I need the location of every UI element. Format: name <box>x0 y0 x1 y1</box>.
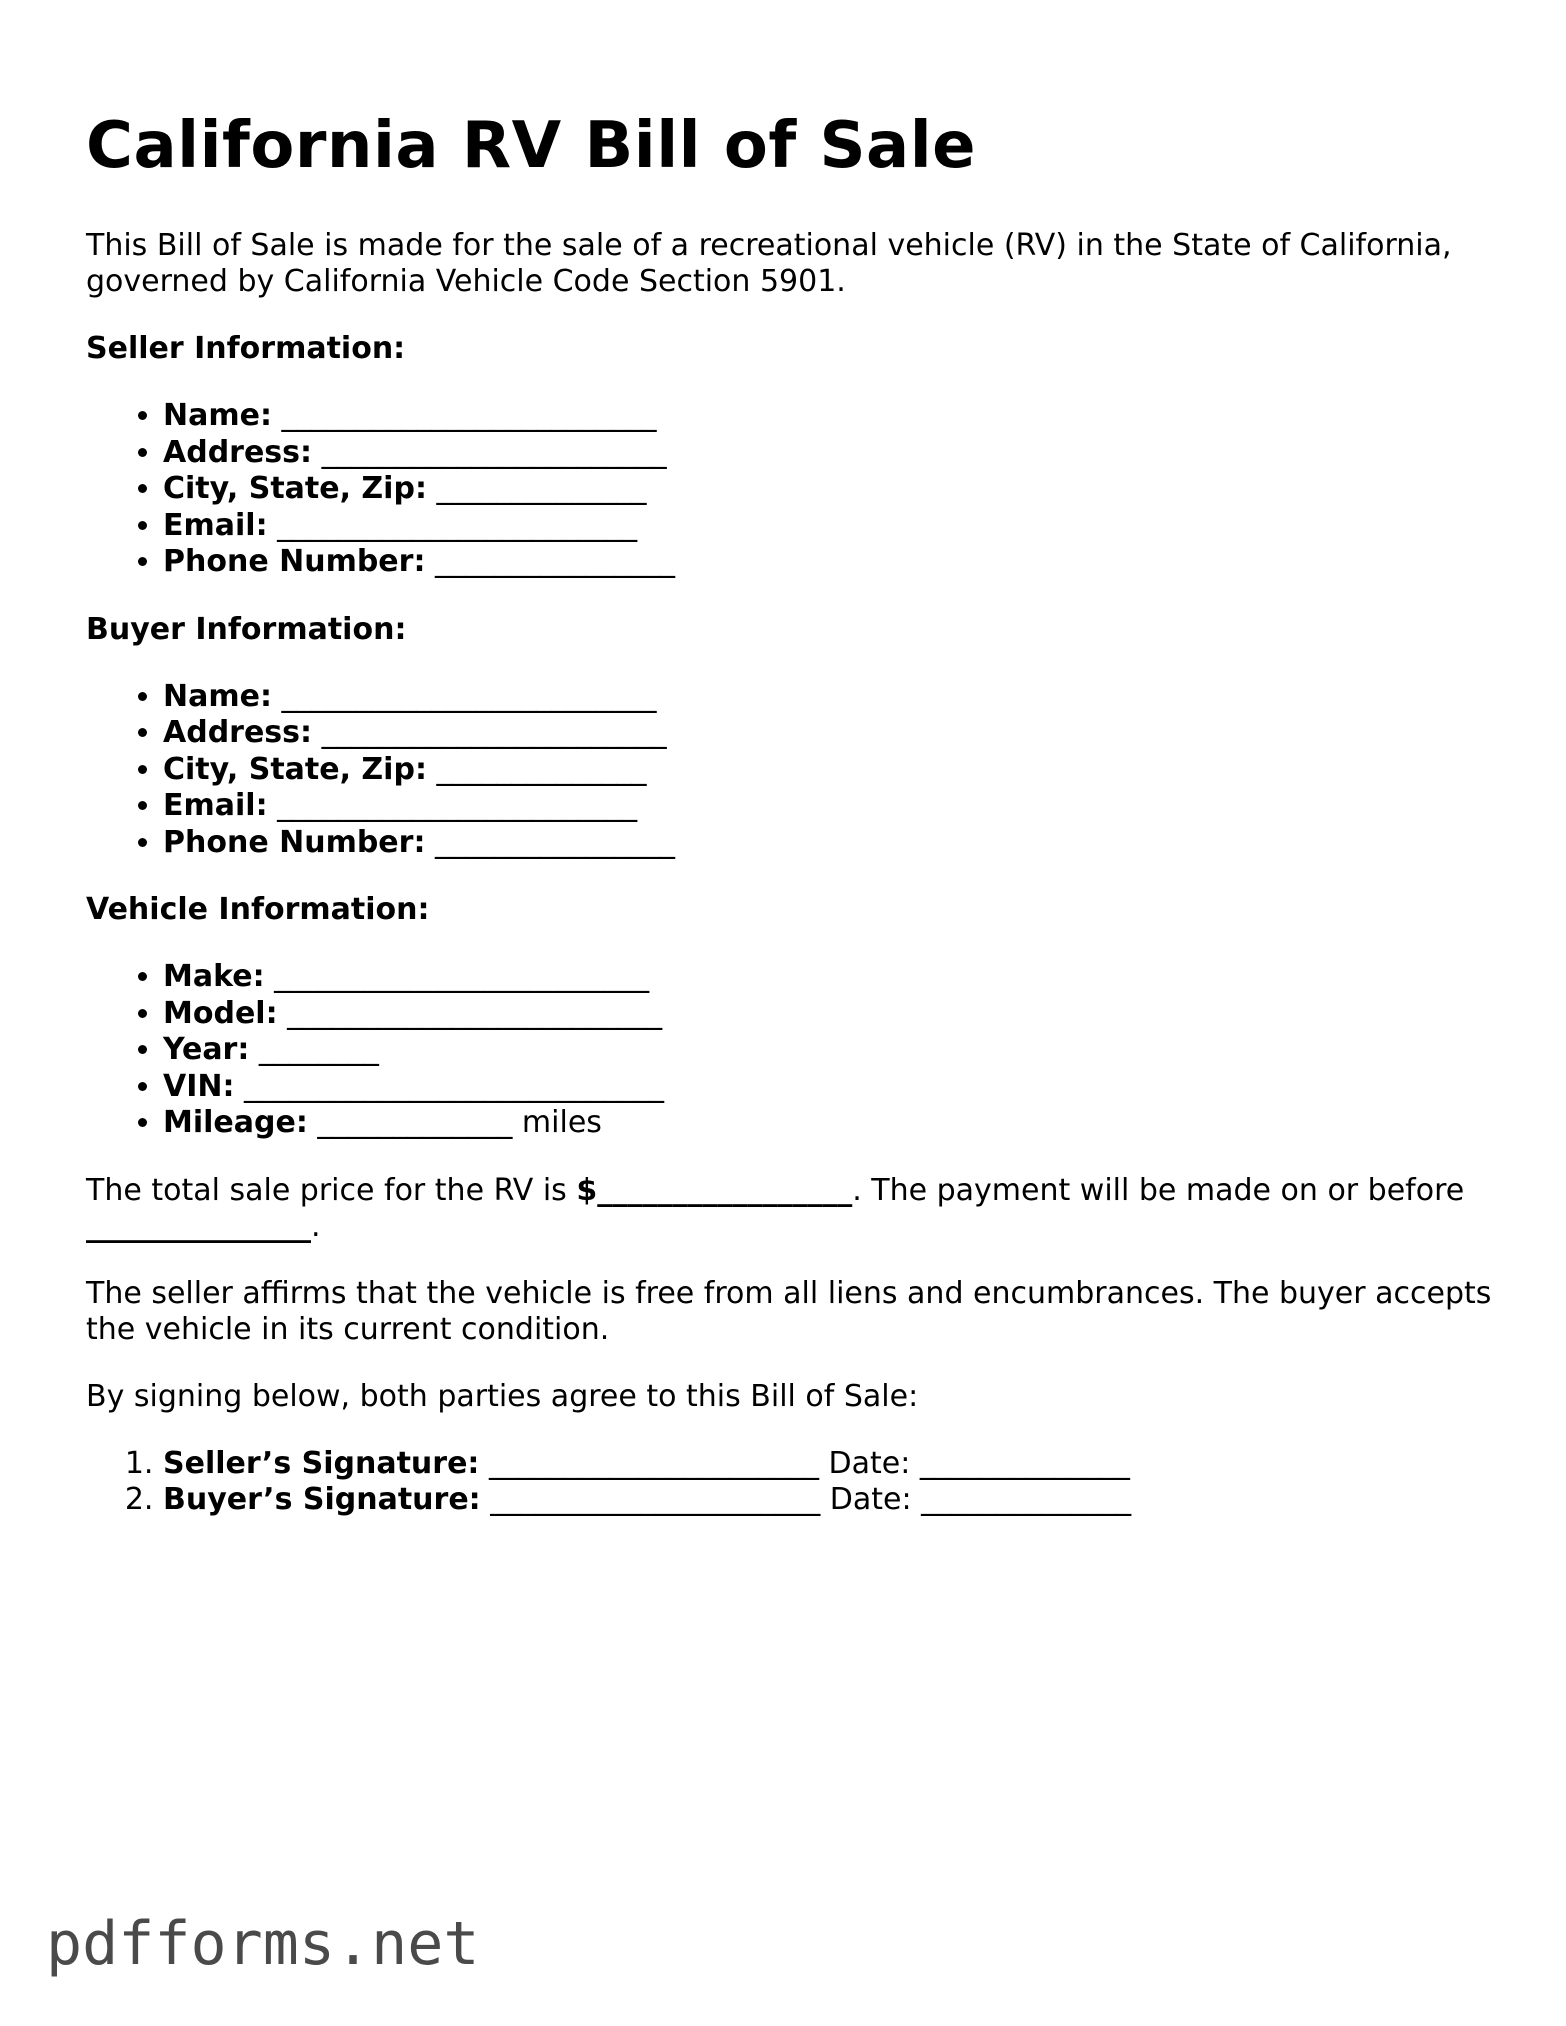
document-page <box>86 0 1506 1519</box>
vehicle-model-blank[interactable]: _________________________ <box>287 995 663 1031</box>
price-text-start: The total sale price for the RV is <box>86 1172 577 1208</box>
seller-name-blank[interactable]: _________________________ <box>281 398 657 433</box>
buyer-phone-blank[interactable]: ________________ <box>435 824 675 860</box>
field-label: City, State, Zip: <box>163 471 427 506</box>
seller-address-item <box>163 435 1506 472</box>
seller-phone-blank[interactable]: ________________ <box>435 544 675 579</box>
seller-address-blank[interactable]: _______________________ <box>321 434 667 470</box>
price-paragraph <box>86 1173 1506 1245</box>
vehicle-model-item <box>163 996 1506 1033</box>
field-label: Name: <box>163 678 272 714</box>
field-label: Email: <box>163 507 268 543</box>
payment-date-blank[interactable]: _______________ <box>86 1208 311 1244</box>
date-label: Date: <box>828 1445 911 1481</box>
buyer-address-item <box>163 715 1506 752</box>
seller-info-list <box>86 398 1506 581</box>
field-label: Mileage: <box>163 1105 308 1140</box>
buyer-info-list <box>86 679 1506 862</box>
field-label: Email: <box>163 788 268 823</box>
dollar-sign: $ <box>576 1172 598 1208</box>
price-text-end: . <box>311 1208 321 1244</box>
vehicle-section-heading: Vehicle Information: <box>86 892 430 927</box>
vehicle-vin-item <box>163 1069 1506 1106</box>
field-label: Phone Number: <box>163 824 426 860</box>
buyer-address-blank[interactable]: _______________________ <box>321 715 667 750</box>
page-title: California RV Bill of Sale <box>86 109 977 183</box>
field-label: Model: <box>163 995 278 1031</box>
signature-list <box>86 1446 1506 1519</box>
vehicle-info-list <box>86 959 1506 1142</box>
buyer-phone-item <box>163 825 1506 862</box>
intro-paragraph: This Bill of Sale is made for the sale of a recreational vehicle (RV) in the State of California, governed by California Vehicle Code Section 5901. <box>86 228 1452 299</box>
seller-section-heading: Seller Information: <box>86 331 406 366</box>
agreement-paragraph: By signing below, both parties agree to this Bill of Sale: <box>86 1378 919 1414</box>
buyer-signature-blank[interactable]: ______________________ <box>490 1482 821 1517</box>
field-label: Make: <box>163 959 265 994</box>
field-label: Name: <box>163 398 272 433</box>
vehicle-year-blank[interactable]: ________ <box>258 1032 379 1067</box>
field-label: Address: <box>163 715 313 750</box>
field-label: Year: <box>163 1032 250 1067</box>
buyer-city-blank[interactable]: ______________ <box>436 751 647 787</box>
buyer-city-item <box>163 752 1506 789</box>
vehicle-make-item <box>163 959 1506 996</box>
seller-email-blank[interactable]: ________________________ <box>277 507 638 543</box>
affirmation-paragraph: The seller affirms that the vehicle is free from all liens and encumbrances. The buyer accepts the vehicle in its current condition. <box>86 1275 1492 1347</box>
seller-signature-item <box>163 1446 1506 1483</box>
vehicle-mileage-blank[interactable]: _____________ <box>317 1105 513 1140</box>
buyer-name-item <box>163 679 1506 716</box>
buyer-signature-item <box>163 1482 1506 1519</box>
price-text-middle: . The payment will be made on or before <box>852 1172 1465 1208</box>
mileage-unit: miles <box>512 1105 602 1140</box>
field-label: Buyer’s Signature: <box>163 1482 481 1517</box>
vehicle-year-item <box>163 1032 1506 1069</box>
vehicle-vin-blank[interactable]: ____________________________ <box>244 1068 665 1104</box>
vehicle-make-blank[interactable]: _________________________ <box>274 959 650 994</box>
seller-city-blank[interactable]: ______________ <box>436 471 647 506</box>
buyer-email-item <box>163 788 1506 825</box>
buyer-section-heading: Buyer Information: <box>86 611 407 647</box>
buyer-email-blank[interactable]: ________________________ <box>277 788 638 823</box>
buyer-name-blank[interactable]: _________________________ <box>281 678 657 714</box>
field-label: Phone Number: <box>163 544 426 579</box>
seller-name-item <box>163 398 1506 435</box>
seller-phone-item <box>163 544 1506 581</box>
field-label: Seller’s Signature: <box>163 1445 480 1481</box>
buyer-date-blank[interactable]: ______________ <box>921 1482 1132 1517</box>
field-label: VIN: <box>163 1068 235 1104</box>
seller-signature-blank[interactable]: ______________________ <box>488 1445 819 1481</box>
field-label: Address: <box>163 434 313 470</box>
vehicle-mileage-item <box>163 1105 1506 1142</box>
date-label: Date: <box>829 1482 912 1517</box>
seller-email-item <box>163 508 1506 545</box>
seller-date-blank[interactable]: ______________ <box>919 1445 1130 1481</box>
field-label: City, State, Zip: <box>163 751 427 787</box>
watermark-text: pdfforms.net <box>46 1909 480 1979</box>
price-blank[interactable]: _________________ <box>597 1172 853 1208</box>
seller-city-item <box>163 471 1506 508</box>
